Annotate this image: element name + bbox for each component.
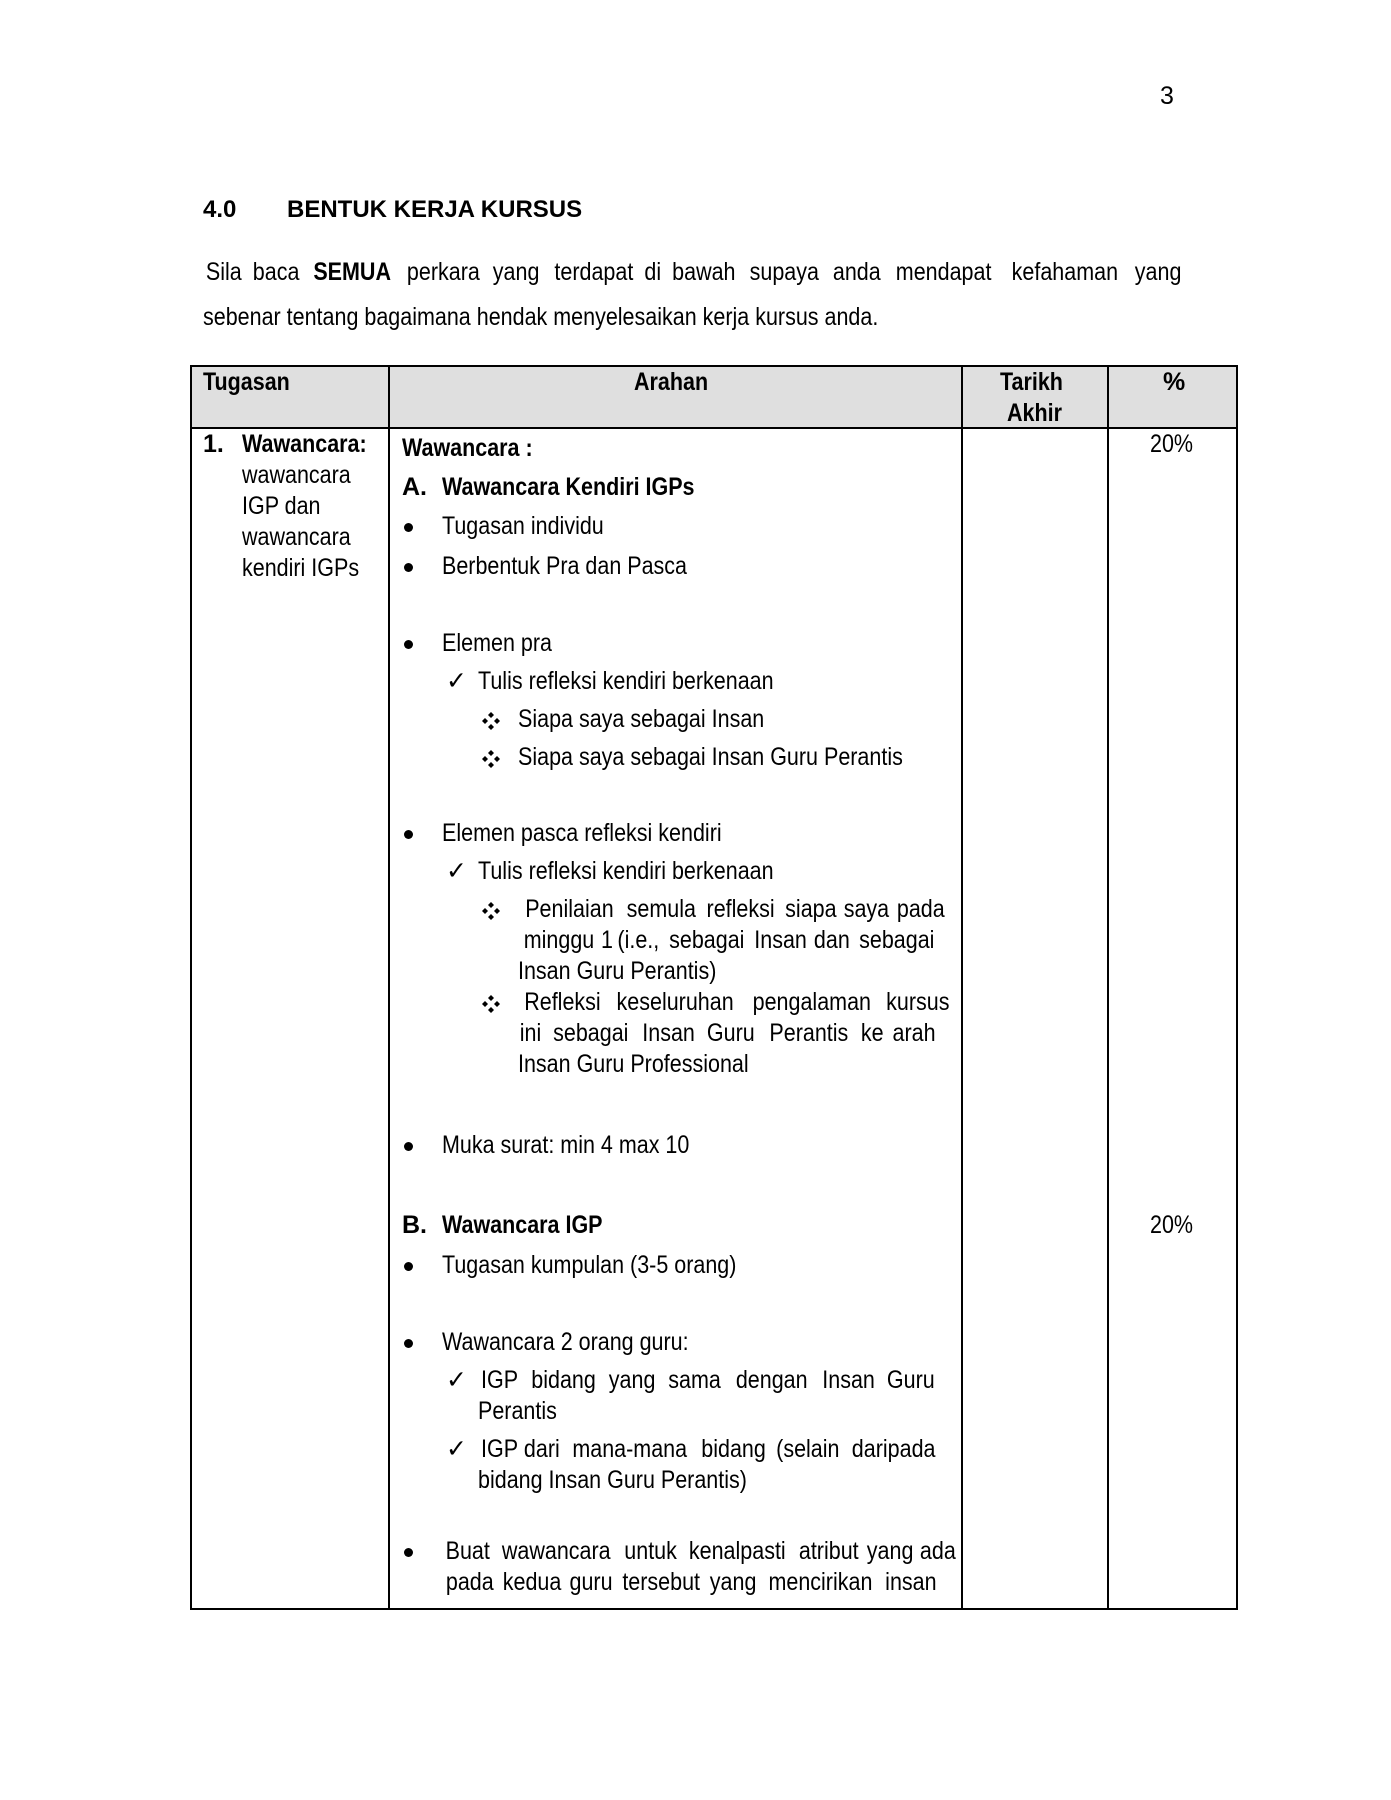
- sub-item-text: Insan Guru Perantis): [518, 957, 717, 985]
- list-item-text: Tugasan individu: [442, 512, 604, 540]
- section-number: 4.0: [203, 196, 237, 223]
- word: mana-mana: [572, 1435, 687, 1463]
- bullet-icon: [404, 640, 413, 649]
- header-percent-text: %: [1163, 368, 1186, 396]
- task-desc-line: [242, 460, 368, 491]
- check-item: [478, 666, 822, 697]
- word: Sila: [205, 258, 242, 286]
- word: sebagai: [859, 926, 935, 954]
- word: perkara: [406, 258, 480, 286]
- header-percent: [1163, 367, 1185, 398]
- word: bidang: [701, 1435, 766, 1463]
- word: wawancara: [502, 1537, 612, 1565]
- word: (selain: [776, 1435, 840, 1463]
- word: yang: [1134, 258, 1182, 286]
- intro-line-2: [203, 303, 988, 332]
- word: IGP: [481, 1366, 519, 1394]
- word: guru: [569, 1568, 613, 1596]
- column-divider-3: [1107, 365, 1109, 1610]
- bullet-icon: [404, 1548, 413, 1557]
- part-a-title: [442, 472, 736, 503]
- word: (i.e.,: [617, 926, 660, 954]
- table-border-right: [1236, 365, 1238, 1610]
- list-item-text: Berbentuk Pra dan Pasca: [442, 552, 688, 580]
- arahan-cell: [390, 365, 961, 1610]
- word: kedua: [502, 1568, 561, 1596]
- word: minggu: [523, 926, 595, 954]
- sub-item-line: [518, 1049, 786, 1080]
- word: anda: [832, 258, 881, 286]
- word: supaya: [749, 258, 820, 286]
- bullet-icon: [404, 1339, 413, 1348]
- word: pada: [897, 895, 945, 923]
- word: Guru: [887, 1366, 936, 1394]
- header-tugasan: [203, 367, 304, 398]
- word: dari: [523, 1435, 560, 1463]
- word: pengalaman: [752, 988, 872, 1016]
- check-item-text: Perantis: [478, 1397, 557, 1425]
- header-tarikh-akhir: [1000, 367, 1073, 429]
- checkmark-icon: ✓: [446, 1435, 467, 1463]
- task-desc-text: wawancara: [242, 461, 351, 489]
- list-item: [442, 1327, 729, 1358]
- intro-line-2-text: sebenar tentang bagaimana hendak menyelesaikan kerja kursus anda.: [203, 303, 879, 331]
- part-b-letter: B.: [402, 1211, 427, 1239]
- word: Insan: [642, 1019, 696, 1047]
- word: ada: [920, 1537, 957, 1565]
- sub-item-line: [518, 956, 749, 987]
- word: siapa: [784, 895, 837, 923]
- word: sebagai: [668, 926, 744, 954]
- word: yang: [709, 1568, 757, 1596]
- word: IGP: [481, 1435, 519, 1463]
- weight-part-a: [1150, 429, 1200, 460]
- task-desc-line: [242, 553, 378, 584]
- word: tersebut: [622, 1568, 700, 1596]
- check-item-text: Tulis refleksi kendiri berkenaan: [478, 857, 774, 885]
- part-b-title: [442, 1210, 629, 1241]
- bullet-icon: [404, 830, 413, 839]
- word: Perantis: [769, 1019, 849, 1047]
- header-tugasan-text: Tugasan: [203, 368, 290, 396]
- bullet-icon: [404, 563, 413, 572]
- word: atribut: [798, 1537, 859, 1565]
- word: insan: [885, 1568, 937, 1596]
- word: pada: [445, 1568, 494, 1596]
- checkmark-icon: ✓: [446, 1366, 467, 1394]
- check-item-text: bidang Insan Guru Perantis): [478, 1466, 747, 1494]
- task-title: [242, 429, 387, 460]
- list-item: [442, 551, 727, 582]
- word: kenalpasti: [688, 1537, 786, 1565]
- word: bidang: [530, 1366, 596, 1394]
- task-desc-line: [242, 491, 333, 522]
- part-a-letter: A.: [402, 473, 427, 501]
- task-desc-line: [242, 522, 368, 553]
- bullet-icon: [404, 1142, 413, 1151]
- list-item: [442, 818, 767, 849]
- sub-item: [518, 704, 804, 735]
- arahan-heading: [402, 433, 554, 464]
- checkmark-icon: ✓: [446, 667, 467, 695]
- diamond-bullet-icon: [482, 750, 500, 768]
- word: Buat: [445, 1537, 490, 1565]
- word: Insan: [821, 1366, 875, 1394]
- diamond-bullet-icon: [482, 995, 500, 1013]
- checkmark-icon: ✓: [446, 857, 467, 885]
- sub-item-line: [518, 987, 950, 1018]
- check-item-line: [478, 1465, 791, 1496]
- header-tarikh-line2: Akhir: [1006, 399, 1062, 427]
- word: baca: [252, 258, 299, 286]
- word: sebagai: [553, 1019, 629, 1047]
- diamond-bullet-icon: [482, 902, 500, 920]
- sub-item: [518, 742, 966, 773]
- word: bawah: [671, 258, 736, 286]
- word: Penilaian: [525, 895, 614, 923]
- weight-part-a-text: 20%: [1150, 430, 1194, 458]
- list-item: [442, 1250, 784, 1281]
- word: ini: [519, 1019, 542, 1047]
- intro-line-1: [203, 258, 1185, 287]
- word: arah: [892, 1019, 936, 1047]
- arahan-heading-text: Wawancara :: [402, 434, 533, 462]
- sub-item-line: [518, 925, 939, 956]
- check-item-text: Tulis refleksi kendiri berkenaan: [478, 667, 774, 695]
- task-desc-text: kendiri IGPs: [242, 554, 360, 582]
- word: semula: [626, 895, 696, 923]
- word: keseluruhan: [616, 988, 734, 1016]
- table-border-left: [190, 365, 192, 1610]
- word: 1: [600, 926, 613, 954]
- word: sama: [668, 1366, 721, 1394]
- weight-part-b: [1150, 1210, 1200, 1241]
- word: kursus: [885, 988, 950, 1016]
- word: Guru: [707, 1019, 756, 1047]
- list-item: [442, 511, 630, 542]
- column-divider-2: [961, 365, 963, 1610]
- task-desc-text: wawancara: [242, 523, 351, 551]
- word: Refleksi: [524, 988, 601, 1016]
- word: yang: [493, 258, 540, 286]
- word: dan: [814, 926, 851, 954]
- list-item-text: Tugasan kumpulan (3-5 orang): [442, 1251, 737, 1279]
- bullet-icon: [404, 523, 413, 532]
- check-item-line: [478, 1434, 939, 1465]
- task-number: 1.: [203, 430, 224, 458]
- word: daripada: [851, 1435, 936, 1463]
- coursework-table: [190, 365, 1238, 1610]
- list-item: [442, 628, 570, 659]
- page-number: 3: [1160, 82, 1174, 110]
- header-arahan-text: Arahan: [634, 368, 709, 396]
- word: mencirikan: [768, 1568, 873, 1596]
- word: kefahaman: [1011, 258, 1119, 286]
- list-item-line: [442, 1536, 957, 1567]
- word: mendapat: [895, 258, 992, 286]
- word: yang: [866, 1537, 914, 1565]
- diamond-bullet-icon: [482, 712, 500, 730]
- part-a-title-text: Wawancara Kendiri IGPs: [442, 473, 695, 501]
- check-item-line: [478, 1365, 939, 1396]
- list-item-text: Elemen pasca refleksi kendiri: [442, 819, 722, 847]
- word: saya: [844, 895, 890, 923]
- word: di: [644, 258, 662, 286]
- list-item-text: Muka surat: min 4 max 10: [442, 1131, 690, 1159]
- word: ke: [860, 1019, 884, 1047]
- word: Insan: [754, 926, 807, 954]
- list-item-text: Elemen pra: [442, 629, 552, 657]
- word: terdapat: [553, 258, 633, 286]
- word: untuk: [624, 1537, 677, 1565]
- word: SEMUA: [312, 258, 391, 286]
- sub-item-line: [518, 894, 945, 925]
- check-item: [478, 856, 822, 887]
- task-desc-text: IGP dan: [242, 492, 321, 520]
- sub-item-text: Siapa saya sebagai Insan: [518, 705, 765, 733]
- word: dengan: [735, 1366, 808, 1394]
- word: refleksi: [706, 895, 776, 923]
- sub-item-line: [518, 1018, 939, 1049]
- sub-item-text: Siapa saya sebagai Insan Guru Perantis: [518, 743, 903, 771]
- part-b-title-text: Wawancara IGP: [442, 1211, 603, 1239]
- section-title: BENTUK KERJA KURSUS: [287, 196, 583, 223]
- check-item-line: [478, 1396, 570, 1427]
- weight-part-b-text: 20%: [1150, 1211, 1194, 1239]
- list-item-line: [442, 1567, 939, 1598]
- header-tarikh-line1: Tarikh: [1000, 368, 1063, 396]
- word: yang: [609, 1366, 656, 1394]
- bullet-icon: [404, 1262, 413, 1271]
- sub-item-text: Insan Guru Professional: [518, 1050, 749, 1078]
- list-item-text: Wawancara 2 orang guru:: [442, 1328, 689, 1356]
- task-title-text: Wawancara:: [242, 430, 367, 458]
- list-item: [442, 1130, 730, 1161]
